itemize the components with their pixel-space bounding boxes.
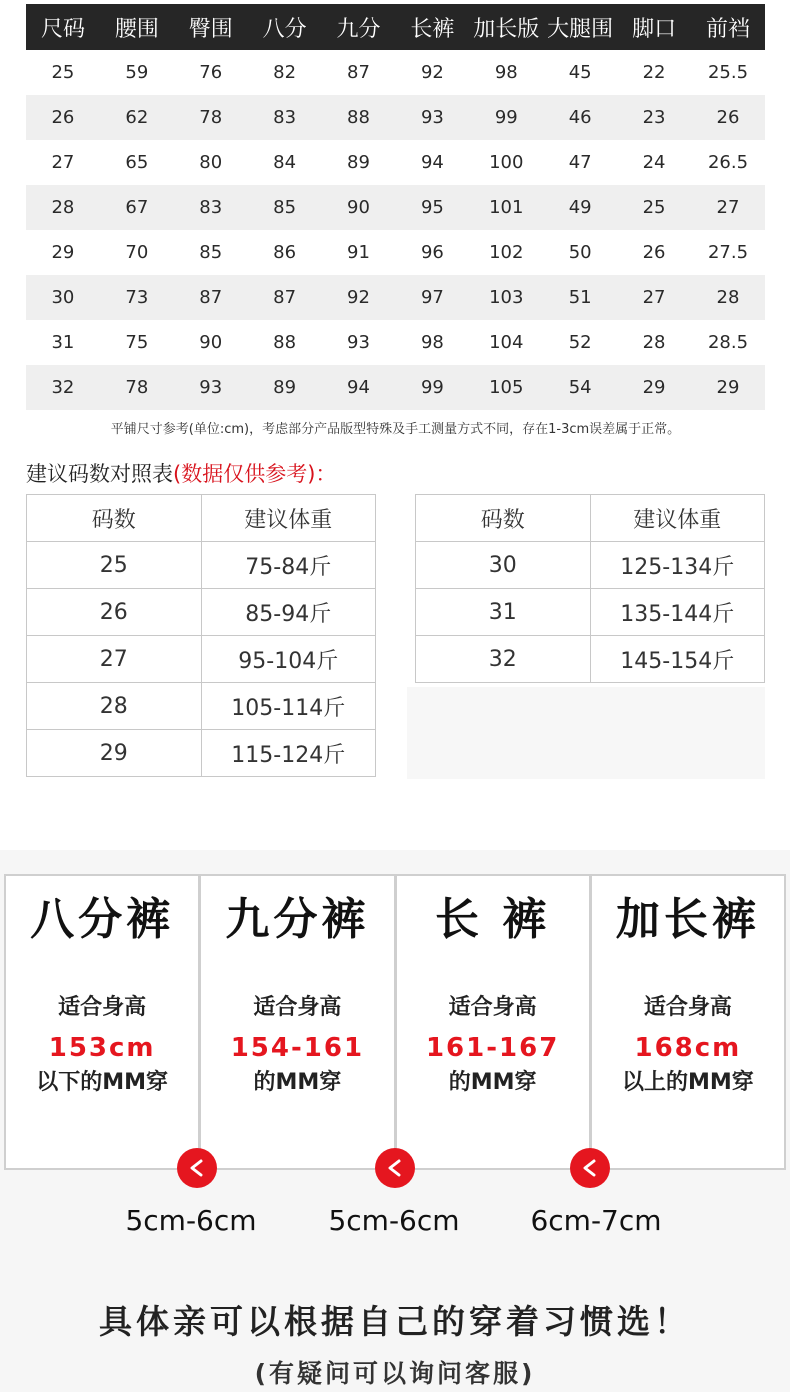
weight-table-right [415, 494, 765, 683]
hip-cell: 83 [174, 185, 248, 230]
card-audience: 的MM穿 [253, 1070, 342, 1095]
cropped-length-cell: 85 [248, 185, 322, 230]
weight-table-left-body [27, 542, 376, 777]
full-length-cell: 94 [420, 152, 444, 173]
ankle-length-cell: 89 [347, 152, 370, 173]
weight-row [416, 636, 765, 683]
hem-cell: 28 [642, 332, 666, 353]
extra-long-cell: 101 [469, 185, 543, 230]
card-fit-label: 适合身高 [253, 995, 342, 1020]
header-full-length: 长裤 [395, 4, 469, 50]
length-guide-section [0, 850, 790, 1392]
hip-cell: 80 [199, 152, 223, 173]
card-height: 153cm [48, 1033, 156, 1063]
thigh-cell: 50 [568, 242, 592, 263]
front-rise-cell: 26 [691, 95, 765, 140]
weight-title-text: 建议码数对照表 [26, 462, 173, 486]
weight-table-spacer [407, 687, 765, 779]
weight-cell: 75-84斤 [201, 542, 376, 589]
header-waist: 腰围 [100, 4, 174, 50]
size-row [26, 185, 765, 230]
front-rise-cell: 27.5 [707, 242, 749, 263]
full-length-cell: 98 [420, 332, 444, 353]
hem-cell: 26 [642, 242, 666, 263]
hem-cell: 24 [642, 152, 666, 173]
size-cell: 31 [51, 332, 75, 353]
card-fit-label: 适合身高 [448, 995, 537, 1020]
customer-service-tip: (有疑问可以询问客服) [254, 1359, 536, 1388]
card-title: 八分裤 [30, 894, 175, 945]
length-difference: 5cm-6cm [125, 1204, 257, 1237]
size-cell: 25 [51, 62, 75, 83]
weight-row [416, 589, 765, 636]
header-hip: 臀围 [174, 4, 248, 50]
header-suggested-weight: 建议体重 [590, 495, 765, 542]
header-size: 尺码 [26, 4, 100, 50]
thigh-cell: 52 [568, 332, 592, 353]
size-row [26, 50, 765, 95]
header-size-code: 码数 [416, 495, 591, 542]
front-rise-cell: 27 [691, 185, 765, 230]
hem-cell: 29 [617, 365, 691, 410]
weight-cell: 125-134斤 [590, 542, 765, 589]
extra-long-cell: 100 [489, 152, 524, 173]
size-cell: 32 [26, 365, 100, 410]
cropped-length-cell: 84 [273, 152, 297, 173]
size-table-header-row [26, 4, 765, 50]
waist-cell: 62 [100, 95, 174, 140]
ankle-length-cell: 88 [322, 95, 396, 140]
weight-table-right-body [416, 542, 765, 683]
thigh-cell: 45 [568, 62, 592, 83]
header-suggested-weight: 建议体重 [201, 495, 376, 542]
waist-cell: 78 [100, 365, 174, 410]
weight-cell: 85-94斤 [201, 589, 376, 636]
measurement-note: 平铺尺寸参考(单位:cm)，考虑部分产品版型特殊及手工测量方式不同，存在1-3cm误差属于正常。 [110, 422, 681, 437]
size-row [26, 275, 765, 320]
size-row [26, 140, 765, 185]
hem-cell: 27 [617, 275, 691, 320]
weight-cell: 105-114斤 [201, 683, 376, 730]
full-length-cell: 97 [395, 275, 469, 320]
length-cards [4, 874, 786, 1170]
hem-cell: 22 [642, 62, 666, 83]
card-title: 长 裤 [434, 894, 551, 945]
extra-long-cell: 99 [469, 95, 543, 140]
ankle-length-cell: 92 [322, 275, 396, 320]
hem-cell: 23 [617, 95, 691, 140]
card-height: 168cm [634, 1033, 742, 1063]
weight-cell: 145-154斤 [590, 636, 765, 683]
waist-cell: 75 [125, 332, 149, 353]
hip-cell: 78 [174, 95, 248, 140]
full-length-cell: 92 [420, 62, 444, 83]
size-cell: 30 [26, 275, 100, 320]
weight-cell: 95-104斤 [201, 636, 376, 683]
header-extra-long: 加长版 [469, 4, 543, 50]
extra-long-cell: 105 [469, 365, 543, 410]
size-code-cell: 31 [416, 589, 591, 636]
length-card-ankle [201, 876, 396, 1168]
ankle-length-cell: 94 [322, 365, 396, 410]
extra-long-cell: 104 [489, 332, 524, 353]
extra-long-cell: 103 [469, 275, 543, 320]
extra-long-cell: 98 [494, 62, 518, 83]
length-card-cropped [6, 876, 201, 1168]
front-rise-cell: 25.5 [707, 62, 749, 83]
length-card-extra-long [592, 876, 784, 1168]
front-rise-cell: 29 [691, 365, 765, 410]
weight-cell: 135-144斤 [590, 589, 765, 636]
hip-cell: 90 [199, 332, 223, 353]
less-than-icon [375, 1148, 415, 1188]
waist-cell: 59 [125, 62, 149, 83]
weight-row [27, 589, 376, 636]
header-thigh: 大腿围 [543, 4, 617, 50]
card-audience: 以下的MM穿 [36, 1070, 169, 1095]
header-front-rise: 前裆 [691, 4, 765, 50]
size-table-body [26, 50, 765, 410]
cropped-length-cell: 87 [248, 275, 322, 320]
size-code-cell: 32 [416, 636, 591, 683]
header-cropped-length: 八分 [248, 4, 322, 50]
card-audience: 的MM穿 [448, 1070, 537, 1095]
size-code-cell: 29 [27, 730, 202, 777]
cropped-length-cell: 89 [248, 365, 322, 410]
front-rise-cell: 28 [691, 275, 765, 320]
hip-cell: 85 [199, 242, 223, 263]
weight-table-header-row [416, 495, 765, 542]
hip-cell: 87 [174, 275, 248, 320]
thigh-cell: 46 [543, 95, 617, 140]
card-title: 加长裤 [615, 894, 760, 945]
cropped-length-cell: 86 [273, 242, 297, 263]
length-card-full [397, 876, 592, 1168]
card-fit-label: 适合身高 [58, 995, 147, 1020]
ankle-length-cell: 91 [347, 242, 370, 263]
size-row [26, 365, 765, 410]
weight-title-disclaimer: (数据仅供参考)： [173, 462, 337, 486]
size-code-cell: 25 [27, 542, 202, 589]
size-cell: 26 [26, 95, 100, 140]
full-length-cell: 99 [395, 365, 469, 410]
cropped-length-cell: 82 [273, 62, 297, 83]
card-title: 九分裤 [225, 894, 370, 945]
card-audience: 以上的MM穿 [621, 1070, 754, 1095]
card-fit-label: 适合身高 [643, 995, 732, 1020]
less-than-icon [177, 1148, 217, 1188]
thigh-cell: 49 [543, 185, 617, 230]
front-rise-cell: 26.5 [707, 152, 749, 173]
size-row [26, 230, 765, 275]
size-row [26, 320, 765, 365]
weight-row [27, 636, 376, 683]
less-than-icon [570, 1148, 610, 1188]
weight-row [27, 542, 376, 589]
size-cell: 27 [51, 152, 75, 173]
hip-cell: 76 [199, 62, 223, 83]
waist-cell: 70 [125, 242, 149, 263]
size-code-cell: 28 [27, 683, 202, 730]
ankle-length-cell: 90 [322, 185, 396, 230]
size-table [26, 4, 765, 410]
ankle-length-cell: 87 [347, 62, 370, 83]
full-length-cell: 93 [395, 95, 469, 140]
cropped-length-cell: 88 [273, 332, 297, 353]
weight-section-title [26, 458, 336, 488]
thigh-cell: 54 [543, 365, 617, 410]
selection-tip: 具体亲可以根据自己的穿着习惯选！ [99, 1302, 691, 1341]
weight-table-header-row [27, 495, 376, 542]
size-code-cell: 27 [27, 636, 202, 683]
ankle-length-cell: 93 [347, 332, 370, 353]
length-difference: 5cm-6cm [328, 1204, 460, 1237]
size-row [26, 95, 765, 140]
card-height: 161-167 [425, 1033, 560, 1063]
extra-long-cell: 102 [489, 242, 524, 263]
full-length-cell: 95 [395, 185, 469, 230]
size-cell: 28 [26, 185, 100, 230]
size-cell: 29 [51, 242, 75, 263]
hip-cell: 93 [174, 365, 248, 410]
weight-row [416, 542, 765, 589]
weight-cell: 115-124斤 [201, 730, 376, 777]
weight-row [27, 683, 376, 730]
header-size-code: 码数 [27, 495, 202, 542]
weight-row [27, 730, 376, 777]
cropped-length-cell: 83 [248, 95, 322, 140]
card-height: 154-161 [230, 1033, 365, 1063]
thigh-cell: 51 [543, 275, 617, 320]
size-code-cell: 30 [416, 542, 591, 589]
weight-table-left [26, 494, 376, 777]
full-length-cell: 96 [420, 242, 444, 263]
waist-cell: 67 [100, 185, 174, 230]
header-ankle-length: 九分 [322, 4, 396, 50]
thigh-cell: 47 [568, 152, 592, 173]
waist-cell: 73 [100, 275, 174, 320]
length-difference: 6cm-7cm [530, 1204, 662, 1237]
front-rise-cell: 28.5 [707, 332, 749, 353]
size-code-cell: 26 [27, 589, 202, 636]
waist-cell: 65 [125, 152, 149, 173]
hem-cell: 25 [617, 185, 691, 230]
header-hem: 脚口 [617, 4, 691, 50]
